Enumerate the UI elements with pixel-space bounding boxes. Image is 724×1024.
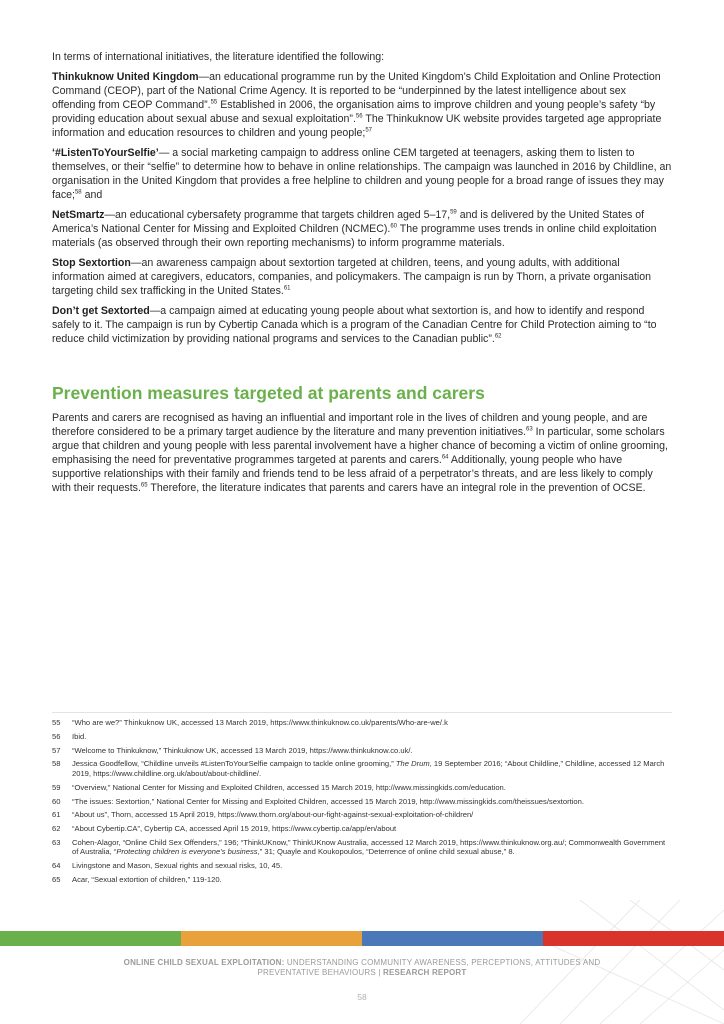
footnote-ref: 59 [450,209,457,216]
initiative-entry [52,256,672,298]
footnote-item [52,861,672,871]
footnote-ref: 60 [390,223,398,230]
entry-title: Thinkuknow United Kingdom [52,71,199,83]
initiative-entry [52,146,672,202]
entry-title: NetSmartz [52,209,105,221]
color-stripe-red [543,931,724,946]
initiative-entry [52,70,672,140]
footnote-segment: “Welcome to Thinkuknow,” Thinkuknow UK, accessed 13 March 2019, https://www.thinkuknow.co.uk/. [72,745,413,755]
footnote-text [72,783,672,793]
footnote-number: 62 [52,824,61,834]
initiative-entry [52,208,672,250]
footnote-number: 60 [52,796,61,806]
footnote-text [72,797,672,807]
paragraph-text: Therefore, the literature indicates that parents and carers have an integral role in the prevention of OCSE. [147,482,646,494]
initiative-entry [52,304,672,346]
footnote-number: 64 [52,861,61,871]
color-stripe-green [0,931,181,946]
footer-separator: | [375,968,384,977]
footnote-ref: 57 [365,127,372,134]
footnote-segment: “The issues: Sextortion,” National Center for Missing and Exploited Children, accessed 15 March 2019, http://www.missingkids.com/theissues/sextortion. [72,796,584,806]
footnote-ref: 65 [140,482,148,489]
footnote-segment: “About us”, Thorn, accessed 15 April 2019, https://www.thorn.org/about-our-fight-against-sexual-exploitation-of-children/ [72,810,474,820]
footnote-number: 59 [52,782,61,792]
footer-report-title [120,958,604,978]
color-stripe-blue [362,931,543,946]
footnote-number: 55 [52,718,61,727]
footnote-text [72,875,672,885]
entry-text: and [81,189,103,201]
footnote-segment: Acar, “Sexual extortion of children,” 119-120. [72,875,222,884]
paragraph-text: Additionally, young people who have supportive relationships with their family and friends tend to be less afraid of a perpetrator’s threats, and are less likely to comply with their requests. [52,454,653,494]
footnote-item [52,810,672,820]
footnote-item [52,732,672,742]
footnote-segment: Livingstone and Mason, Sexual rights and sexual risks, 10, 45. [72,861,283,871]
entry-title: Stop Sextortion [52,257,131,269]
entry-text: Established in 2006, the organisation aims to improve children and young people’s safety “by providing education about sexual abuse and sexual exploitation”. [52,99,656,125]
footnote-segment: Ibid. [72,731,87,741]
footnote-italic: The Drum [395,759,430,769]
entry-text: — a social marketing campaign to address online CEM targeted at teenagers, asking them to listen to themselves, or their “selfie” to determine how to behave in online relationships. The campaign was launched in 2016 by Childline, an organisation in the United Kingdom that provides a free helpline to children and young people for a broad range of issues they may face; [52,147,672,201]
footnote-ref: 61 [283,285,291,292]
footnote-segment: “Overview,” National Center for Missing and Exploited Children, accessed 15 March 2019, http://www.missingkids.com/education. [72,782,506,792]
footnote-divider [52,712,672,713]
entry-text: —an awareness campaign about sextortion targeted at children, teens, and young adults, with additional information aimed at caregivers, educators, companies, and policymakers. The campaign is run by Thorn, a private organisation targeting child sex trafficking in the United States. [52,257,652,297]
footnote-text [72,861,672,871]
paragraph-text: Parents and carers are recognised as having an influential and important role in the lives of children and young people, and are therefore considered to be a primary target audience by the literature and many prevention initiatives. [52,412,648,438]
footnote-item [52,797,672,807]
color-stripe-orange [181,931,362,946]
footnote-item [52,824,672,834]
footnote-text [72,824,672,834]
footnote-ref: 63 [526,426,533,433]
footnote-text [72,838,672,857]
footnote-item [52,746,672,756]
footnote-italic: Protecting children is everyone’s business [116,847,258,857]
footnote-ref: 56 [355,113,363,120]
footnote-item [52,783,672,793]
section-heading: Prevention measures targeted at parents and carers [52,383,485,403]
footnote-number: 63 [52,837,61,847]
page-number: 58 [357,992,367,1002]
footnote-segment: Cohen-Alagor, “Online Child Sex Offenders,” 196; “ThinkUKnow,” ThinkUKnow Australia, accessed 12 March 2019, https://www.thinkuknow.org.au/; Commonwealth Government of Australia, “ [72,837,666,857]
footnote-segment: Jessica Goodfellow, “Childline unveils #ListenToYourSelfie campaign to tackle online grooming,” [72,759,396,769]
footnote-segment: , 19 September 2016; “About Childline,” Childline, accessed 12 March 2019, https://www.childline.org.uk/about/about-childline/. [72,759,665,778]
footnote-ref: 62 [494,333,502,340]
footnote-number: 58 [52,759,61,769]
footnotes-list [52,718,672,889]
entry-text: —a campaign aimed at educating young people about what sextortion is, and how to identify and respond safely to it. The campaign is run by Cybertip Canada which is a program of the Canadian Centre for Child Protection aiming to “to reduce child victimization by providing national programs and services to the Canadian public”. [52,305,657,345]
footnote-item [52,718,672,728]
footnote-number: 65 [52,875,61,884]
initiatives-list [52,70,672,352]
footnote-item [52,875,672,885]
footer-title-rest: UNDERSTANDING COMMUNITY AWARENESS, PERCEPTIONS, ATTITUDES AND PREVENTATIVE BEHAVIOURS [257,958,601,977]
footnote-ref: 58 [74,189,82,196]
intro-text: In terms of international initiatives, the literature identified the following: [52,51,385,63]
footnote-text [72,810,672,820]
footnote-number: 57 [52,745,61,755]
footer-title-bold: ONLINE CHILD SEXUAL EXPLOITATION: [123,958,285,967]
paragraph-text: In particular, some scholars argue that children and young people with less parental involvement have a higher chance of becoming a victim of online grooming, emphasising the need for preventative programmes targeted at parents and carers. [52,426,668,466]
footnote-text [72,732,672,742]
section-paragraph [52,411,672,495]
entry-text: and is delivered by the United States of America’s National Center for Missing and Exploited Children (NCMEC). [52,209,645,235]
footnote-item [52,838,672,857]
footnote-text [72,759,672,778]
footer-report-label: RESEARCH REPORT [383,968,467,977]
color-stripe-bar [0,931,724,946]
footnote-ref: 55 [210,99,218,106]
footnote-number: 56 [52,731,61,741]
footnote-segment: “Who are we?” Thinkuknow UK, accessed 13 March 2019, https://www.thinkuknow.co.uk/parents/Who-are-we/.k [72,718,448,727]
entry-text: The Thinkuknow UK website provides targeted age appropriate information and education resources to children and young people; [52,113,662,139]
entry-text: —an educational programme run by the United Kingdom’s Child Exploitation and Online Protection Command (CEOP), part of the National Crime Agency. It is reported to be “underpinned by the latest intelligence about sex offending from CEOP Command”. [52,71,661,111]
footnote-number: 61 [52,810,61,820]
footnote-item [52,759,672,778]
entry-text: The programme uses trends in online child exploitation materials (as observed through their own reporting mechanisms) to inform programme materials. [52,223,657,249]
entry-text: —an educational cybersafety programme that targets children aged 5–17, [104,209,451,221]
footnote-text [72,746,672,756]
footnote-segment: “About Cybertip.CA”, Cybertip CA, accessed April 15 2019, https://www.cybertip.ca/app/en/about [72,824,397,834]
footnote-segment: ,” 31; Quayle and Koukopoulos, “Deterrence of online child sexual abuse,” 8. [257,847,515,857]
entry-title: Don’t get Sextorted [52,305,150,317]
entry-title: ‘#ListenToYourSelfie’ [52,147,159,159]
footnote-text [72,718,672,728]
footnote-ref: 64 [441,454,449,461]
